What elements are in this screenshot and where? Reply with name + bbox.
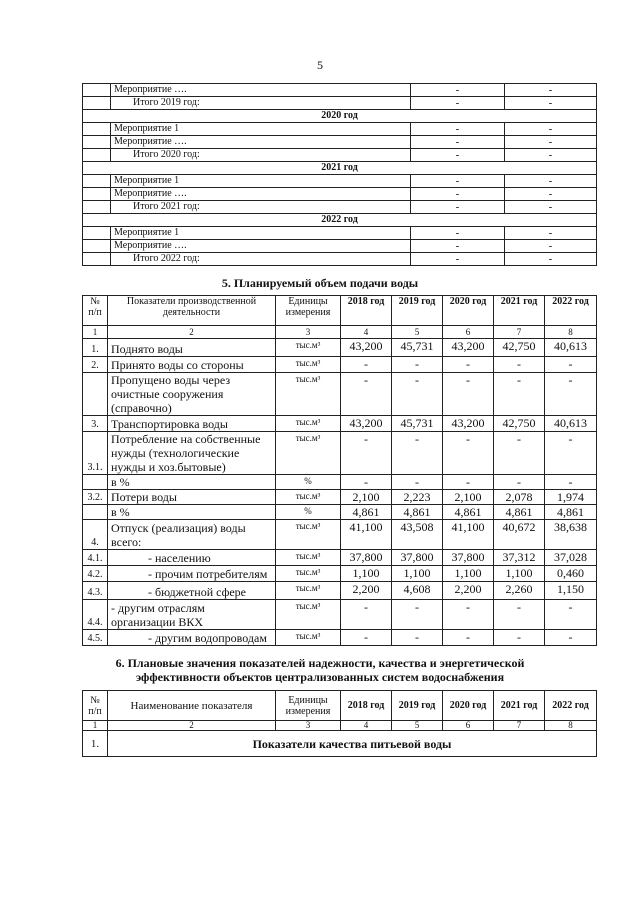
unit-cell: тыс.м³ xyxy=(276,490,341,505)
header-cell: 2018 год xyxy=(341,691,392,721)
table-row xyxy=(83,373,597,416)
water-supply-table xyxy=(82,295,597,646)
table-row xyxy=(83,520,597,550)
table-row xyxy=(83,416,597,432)
value-cell: 1,100 xyxy=(494,566,545,582)
value-cell: - xyxy=(505,253,597,266)
value-cell: 37,800 xyxy=(341,550,392,566)
section-6-title-line1: 6. Плановые значения показателей надежности, качества и энергетической xyxy=(115,656,525,670)
table-row xyxy=(83,123,597,136)
value-cell: - xyxy=(341,373,392,416)
index-cell: 1 xyxy=(83,721,108,731)
unit-cell: тыс.м³ xyxy=(276,373,341,416)
value-cell: 43,200 xyxy=(341,339,392,357)
measure-label: Мероприятие 1 xyxy=(111,227,411,240)
row-number: 3.1. xyxy=(83,432,108,475)
unit-cell: тыс.м³ xyxy=(276,416,341,432)
indicator-name: Потребление на собственные нужды (технологические нужды и хоз.бытовые) xyxy=(108,432,276,475)
table-row xyxy=(83,630,597,646)
measure-label: Мероприятие …. xyxy=(111,136,411,149)
value-cell: - xyxy=(494,630,545,646)
value-cell: - xyxy=(341,357,392,373)
value-cell: - xyxy=(392,600,443,630)
row-number xyxy=(83,505,108,520)
row-number xyxy=(83,240,111,253)
value-cell: - xyxy=(505,136,597,149)
value-cell: 2,100 xyxy=(341,490,392,505)
indicator-name: - прочим потребителям xyxy=(108,566,276,582)
value-cell: 4,861 xyxy=(443,505,494,520)
table-row xyxy=(83,253,597,266)
table-row xyxy=(83,240,597,253)
row-number: 4. xyxy=(83,520,108,550)
table-header-row xyxy=(83,691,597,721)
unit-cell: тыс.м³ xyxy=(276,582,341,600)
table-row xyxy=(83,227,597,240)
year-row xyxy=(83,214,597,227)
value-cell: 2,223 xyxy=(392,490,443,505)
row-number: 4.2. xyxy=(83,566,108,582)
year-heading: 2021 год xyxy=(83,162,597,175)
table-row xyxy=(83,97,597,110)
value-cell: - xyxy=(411,227,505,240)
value-cell: 4,861 xyxy=(341,505,392,520)
value-cell: - xyxy=(392,432,443,475)
unit-cell: тыс.м³ xyxy=(276,357,341,373)
value-cell: 37,312 xyxy=(494,550,545,566)
value-cell: - xyxy=(505,175,597,188)
value-cell: 1,100 xyxy=(392,566,443,582)
table-row xyxy=(83,149,597,162)
table-row xyxy=(83,550,597,566)
value-cell: - xyxy=(392,475,443,490)
value-cell: - xyxy=(443,432,494,475)
value-cell: 4,861 xyxy=(494,505,545,520)
value-cell: - xyxy=(411,175,505,188)
row-number: 1. xyxy=(83,731,108,757)
row-number xyxy=(83,475,108,490)
index-cell: 4 xyxy=(341,721,392,731)
row-number: 2. xyxy=(83,357,108,373)
table-row xyxy=(83,357,597,373)
value-cell: 43,508 xyxy=(392,520,443,550)
table-row xyxy=(83,201,597,214)
value-cell: 43,200 xyxy=(443,416,494,432)
value-cell: 43,200 xyxy=(341,416,392,432)
value-cell: - xyxy=(411,136,505,149)
index-cell: 1 xyxy=(83,326,108,339)
header-cell: № п/п xyxy=(83,691,108,721)
total-label: Итого 2021 год: xyxy=(111,201,411,214)
table-row xyxy=(83,339,597,357)
value-cell: 45,731 xyxy=(392,339,443,357)
value-cell: 42,750 xyxy=(494,416,545,432)
value-cell: - xyxy=(443,600,494,630)
value-cell: 4,608 xyxy=(392,582,443,600)
index-cell: 7 xyxy=(494,721,545,731)
value-cell: 2,200 xyxy=(341,582,392,600)
header-cell: 2022 год xyxy=(545,296,597,326)
index-row xyxy=(83,721,597,731)
value-cell: 41,100 xyxy=(341,520,392,550)
section-5-title: 5. Планируемый объем подачи воды xyxy=(221,276,419,290)
total-label: Итого 2020 год: xyxy=(111,149,411,162)
page-number: 5 xyxy=(317,58,323,72)
table-row xyxy=(83,582,597,600)
value-cell: - xyxy=(494,475,545,490)
row-number: 4.5. xyxy=(83,630,108,646)
indicator-name: Потери воды xyxy=(108,490,276,505)
value-cell: 4,861 xyxy=(545,505,597,520)
row-number xyxy=(83,175,111,188)
row-number xyxy=(83,84,111,97)
row-number: 4.3. xyxy=(83,582,108,600)
value-cell: 0,460 xyxy=(545,566,597,582)
index-cell: 8 xyxy=(545,326,597,339)
measure-label: Мероприятие …. xyxy=(111,84,411,97)
value-cell: 2,260 xyxy=(494,582,545,600)
value-cell: - xyxy=(505,201,597,214)
index-cell: 5 xyxy=(392,721,443,731)
value-cell: - xyxy=(545,357,597,373)
row-number xyxy=(83,136,111,149)
header-cell: 2022 год xyxy=(545,691,597,721)
indicator-name: - другим водопроводам xyxy=(108,630,276,646)
reliability-table xyxy=(82,690,597,757)
value-cell: - xyxy=(505,97,597,110)
index-cell: 2 xyxy=(108,721,276,731)
value-cell: - xyxy=(505,240,597,253)
header-cell: 2020 год xyxy=(443,296,494,326)
unit-cell: тыс.м³ xyxy=(276,550,341,566)
index-cell: 5 xyxy=(392,326,443,339)
header-cell: Наименование показателя xyxy=(108,691,276,721)
value-cell: - xyxy=(545,432,597,475)
value-cell: - xyxy=(341,630,392,646)
value-cell: - xyxy=(341,600,392,630)
indicator-name: Пропущено воды через очистные сооружения (справочно) xyxy=(108,373,276,416)
value-cell: - xyxy=(505,188,597,201)
table-row xyxy=(83,600,597,630)
row-number: 4.4. xyxy=(83,600,108,630)
unit-cell: % xyxy=(276,475,341,490)
index-cell: 6 xyxy=(443,721,494,731)
unit-cell: тыс.м³ xyxy=(276,339,341,357)
index-cell: 3 xyxy=(276,721,341,731)
table-row xyxy=(83,566,597,582)
header-cell: 2019 год xyxy=(392,691,443,721)
value-cell: - xyxy=(494,600,545,630)
value-cell: - xyxy=(341,475,392,490)
year-row xyxy=(83,110,597,123)
value-cell: 38,638 xyxy=(545,520,597,550)
value-cell: - xyxy=(443,630,494,646)
row-number: 3.2. xyxy=(83,490,108,505)
table-row xyxy=(83,84,597,97)
value-cell: - xyxy=(411,253,505,266)
value-cell: - xyxy=(411,149,505,162)
value-cell: - xyxy=(392,357,443,373)
row-number xyxy=(83,188,111,201)
value-cell: - xyxy=(545,630,597,646)
indicator-name: в % xyxy=(108,475,276,490)
header-cell: 2021 год xyxy=(494,691,545,721)
value-cell: 37,800 xyxy=(392,550,443,566)
section-6-title-line2: эффективности объектов централизованных систем водоснабжения xyxy=(135,670,505,684)
indicator-name: Транспортировка воды xyxy=(108,416,276,432)
indicator-name: - другим отраслям организации ВКХ xyxy=(108,600,276,630)
measure-label: Мероприятие 1 xyxy=(111,175,411,188)
table-row xyxy=(83,188,597,201)
value-cell: - xyxy=(411,240,505,253)
unit-cell: тыс.м³ xyxy=(276,600,341,630)
value-cell: 2,078 xyxy=(494,490,545,505)
value-cell: - xyxy=(443,475,494,490)
measure-label: Мероприятие 1 xyxy=(111,123,411,136)
year-row xyxy=(83,162,597,175)
row-number: 1. xyxy=(83,339,108,357)
value-cell: 42,750 xyxy=(494,339,545,357)
header-cell: № п/п xyxy=(83,296,108,326)
value-cell: - xyxy=(341,432,392,475)
index-cell: 7 xyxy=(494,326,545,339)
value-cell: 43,200 xyxy=(443,339,494,357)
value-cell: 37,800 xyxy=(443,550,494,566)
row-number xyxy=(83,373,108,416)
value-cell: 40,672 xyxy=(494,520,545,550)
unit-cell: тыс.м³ xyxy=(276,566,341,582)
value-cell: 2,100 xyxy=(443,490,494,505)
value-cell: - xyxy=(443,357,494,373)
value-cell: - xyxy=(392,373,443,416)
header-cell: 2019 год xyxy=(392,296,443,326)
row-number xyxy=(83,97,111,110)
table-row xyxy=(83,475,597,490)
value-cell: - xyxy=(411,84,505,97)
value-cell: - xyxy=(545,373,597,416)
value-cell: - xyxy=(494,373,545,416)
index-cell: 8 xyxy=(545,721,597,731)
value-cell: 1,974 xyxy=(545,490,597,505)
indicator-name: Принято воды со стороны xyxy=(108,357,276,373)
value-cell: 40,613 xyxy=(545,416,597,432)
year-heading: 2020 год xyxy=(83,110,597,123)
header-cell: Единицы измерения xyxy=(276,691,341,721)
index-cell: 3 xyxy=(276,326,341,339)
total-label: Итого 2019 год: xyxy=(111,97,411,110)
measure-label: Мероприятие …. xyxy=(111,240,411,253)
table-row xyxy=(83,490,597,505)
value-cell: 1,150 xyxy=(545,582,597,600)
indicator-name: в % xyxy=(108,505,276,520)
index-cell: 6 xyxy=(443,326,494,339)
value-cell: - xyxy=(392,630,443,646)
value-cell: - xyxy=(505,123,597,136)
measure-label: Мероприятие …. xyxy=(111,188,411,201)
table-row xyxy=(83,432,597,475)
value-cell: - xyxy=(411,123,505,136)
table-row xyxy=(83,731,597,757)
indicator-name: - бюджетной сфере xyxy=(108,582,276,600)
table-row xyxy=(83,136,597,149)
value-cell: 2,200 xyxy=(443,582,494,600)
table-header-row xyxy=(83,296,597,326)
index-cell: 4 xyxy=(341,326,392,339)
index-cell: 2 xyxy=(108,326,276,339)
header-cell: Показатели производственной деятельности xyxy=(108,296,276,326)
value-cell: - xyxy=(494,432,545,475)
value-cell: 40,613 xyxy=(545,339,597,357)
index-row xyxy=(83,326,597,339)
row-number: 4.1. xyxy=(83,550,108,566)
total-label: Итого 2022 год: xyxy=(111,253,411,266)
unit-cell: % xyxy=(276,505,341,520)
header-cell: 2020 год xyxy=(443,691,494,721)
table-row xyxy=(83,505,597,520)
value-cell: - xyxy=(545,600,597,630)
header-cell: 2021 год xyxy=(494,296,545,326)
value-cell: - xyxy=(505,84,597,97)
table-row xyxy=(83,175,597,188)
row-number xyxy=(83,201,111,214)
header-cell: 2018 год xyxy=(341,296,392,326)
row-number xyxy=(83,227,111,240)
value-cell: 37,028 xyxy=(545,550,597,566)
row-number xyxy=(83,123,111,136)
row-number: 3. xyxy=(83,416,108,432)
value-cell: 4,861 xyxy=(392,505,443,520)
year-heading: 2022 год xyxy=(83,214,597,227)
measures-table xyxy=(82,83,597,266)
value-cell: - xyxy=(505,149,597,162)
value-cell: 1,100 xyxy=(443,566,494,582)
value-cell: - xyxy=(494,357,545,373)
value-cell: - xyxy=(411,201,505,214)
value-cell: - xyxy=(545,475,597,490)
unit-cell: тыс.м³ xyxy=(276,432,341,475)
value-cell: - xyxy=(505,227,597,240)
unit-cell: тыс.м³ xyxy=(276,520,341,550)
value-cell: - xyxy=(411,188,505,201)
indicator-name: Отпуск (реализация) воды всего: xyxy=(108,520,276,550)
indicator-name: - населению xyxy=(108,550,276,566)
row-number xyxy=(83,253,111,266)
value-cell: 1,100 xyxy=(341,566,392,582)
value-cell: - xyxy=(443,373,494,416)
indicator-name: Поднято воды xyxy=(108,339,276,357)
value-cell: 45,731 xyxy=(392,416,443,432)
row-number xyxy=(83,149,111,162)
header-cell: Единицы измерения xyxy=(276,296,341,326)
value-cell: 41,100 xyxy=(443,520,494,550)
unit-cell: тыс.м³ xyxy=(276,630,341,646)
section-label: Показатели качества питьевой воды xyxy=(108,731,597,757)
value-cell: - xyxy=(411,97,505,110)
